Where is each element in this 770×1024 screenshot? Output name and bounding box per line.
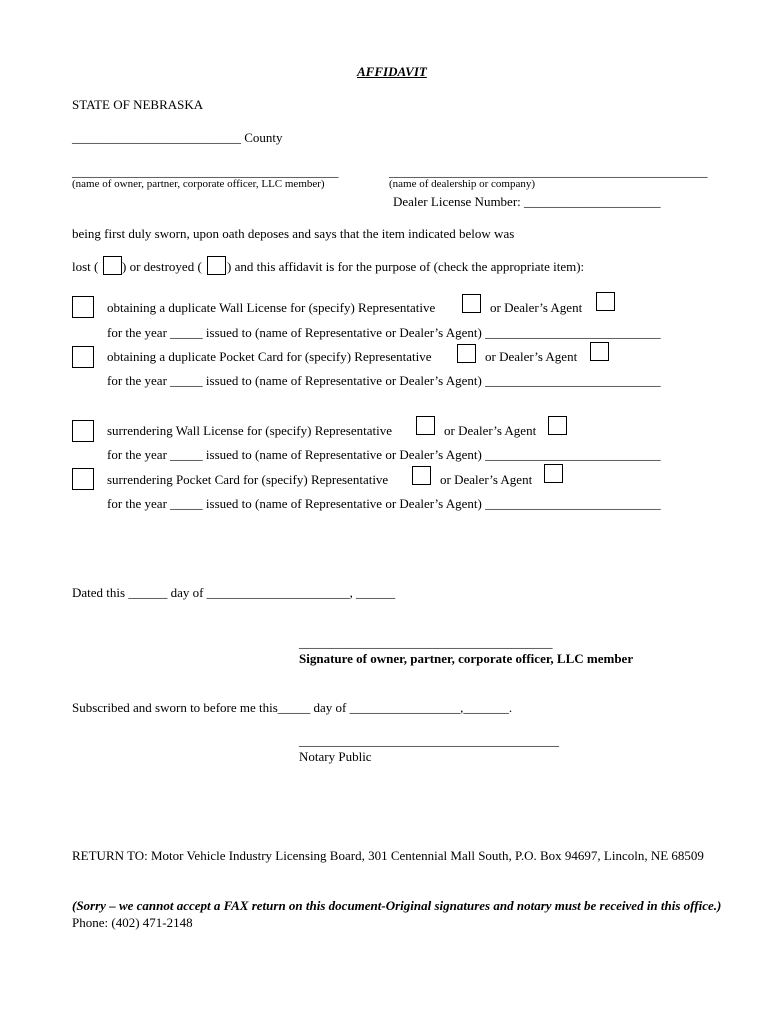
destroyed-label: ) or destroyed ( [122,259,202,274]
destroyed-checkbox[interactable] [207,256,226,275]
agent-label: or Dealer’s Agent [444,423,537,438]
option-label: surrendering Pocket Card for (specify) Representative [107,472,389,487]
representative-checkbox[interactable] [457,344,476,363]
option-label: obtaining a duplicate Pocket Card for (specify) Representative [107,349,432,364]
fax-notice: (Sorry – we cannot accept a FAX return on this document-Original signatures and notary must be received in this office.) [72,898,722,913]
agent-checkbox[interactable] [544,464,563,483]
dealership-name-field[interactable]: _________________________________________________ [389,164,708,179]
notary-field[interactable]: ________________________________________ [299,733,559,748]
option-label: surrendering Wall License for (specify) Representative [107,423,392,438]
dated-field[interactable]: Dated this ______ day of ______________________, ______ [72,585,396,600]
lost-label: lost ( [72,259,99,274]
county-field[interactable]: __________________________ County [72,130,283,145]
option-pocket-surrender-checkbox[interactable] [72,468,94,490]
agent-checkbox[interactable] [590,342,609,361]
notary-caption: Notary Public [299,749,372,764]
page-title: AFFIDAVIT [357,64,427,79]
owner-caption: (name of owner, partner, corporate officer, LLC member) [72,178,325,190]
owner-name-field[interactable]: _________________________________________ [72,164,339,179]
option-wall-surrender-checkbox[interactable] [72,420,94,442]
phone-number: Phone: (402) 471-2148 [72,915,193,930]
option-pocket-duplicate-checkbox[interactable] [72,346,94,368]
dealership-caption: (name of dealership or company) [389,178,535,190]
agent-checkbox[interactable] [548,416,567,435]
lost-checkbox[interactable] [103,256,122,275]
representative-checkbox[interactable] [462,294,481,313]
option-wall-duplicate-checkbox[interactable] [72,296,94,318]
signature-field[interactable]: _______________________________________ [299,635,553,650]
issued-to-field[interactable]: for the year _____ issued to (name of Representative or Dealer’s Agent) ___________________________ [107,496,661,511]
agent-label: or Dealer’s Agent [440,472,533,487]
return-address: RETURN TO: Motor Vehicle Industry Licensing Board, 301 Centennial Mall South, P.O. Box 94697, Lincoln, NE 68509 [72,848,704,863]
subscribed-field[interactable]: Subscribed and sworn to before me this_____ day of _________________,_______. [72,700,513,715]
agent-checkbox[interactable] [596,292,615,311]
representative-checkbox[interactable] [412,466,431,485]
dealer-license-field[interactable]: Dealer License Number: _____________________ [393,194,661,209]
signature-caption: Signature of owner, partner, corporate officer, LLC member [299,651,634,666]
issued-to-field[interactable]: for the year _____ issued to (name of Representative or Dealer’s Agent) ___________________________ [107,325,661,340]
agent-label: or Dealer’s Agent [485,349,578,364]
agent-label: or Dealer’s Agent [490,300,583,315]
option-label: obtaining a duplicate Wall License for (specify) Representative [107,300,436,315]
issued-to-field[interactable]: for the year _____ issued to (name of Representative or Dealer’s Agent) ___________________________ [107,447,661,462]
fax-notice-block [72,897,722,931]
purpose-text: ) and this affidavit is for the purpose of (check the appropriate item): [227,259,585,274]
state-line: STATE OF NEBRASKA [72,97,204,112]
representative-checkbox[interactable] [416,416,435,435]
sworn-statement: being first duly sworn, upon oath deposes and says that the item indicated below was [72,226,515,241]
issued-to-field[interactable]: for the year _____ issued to (name of Representative or Dealer’s Agent) ___________________________ [107,373,661,388]
